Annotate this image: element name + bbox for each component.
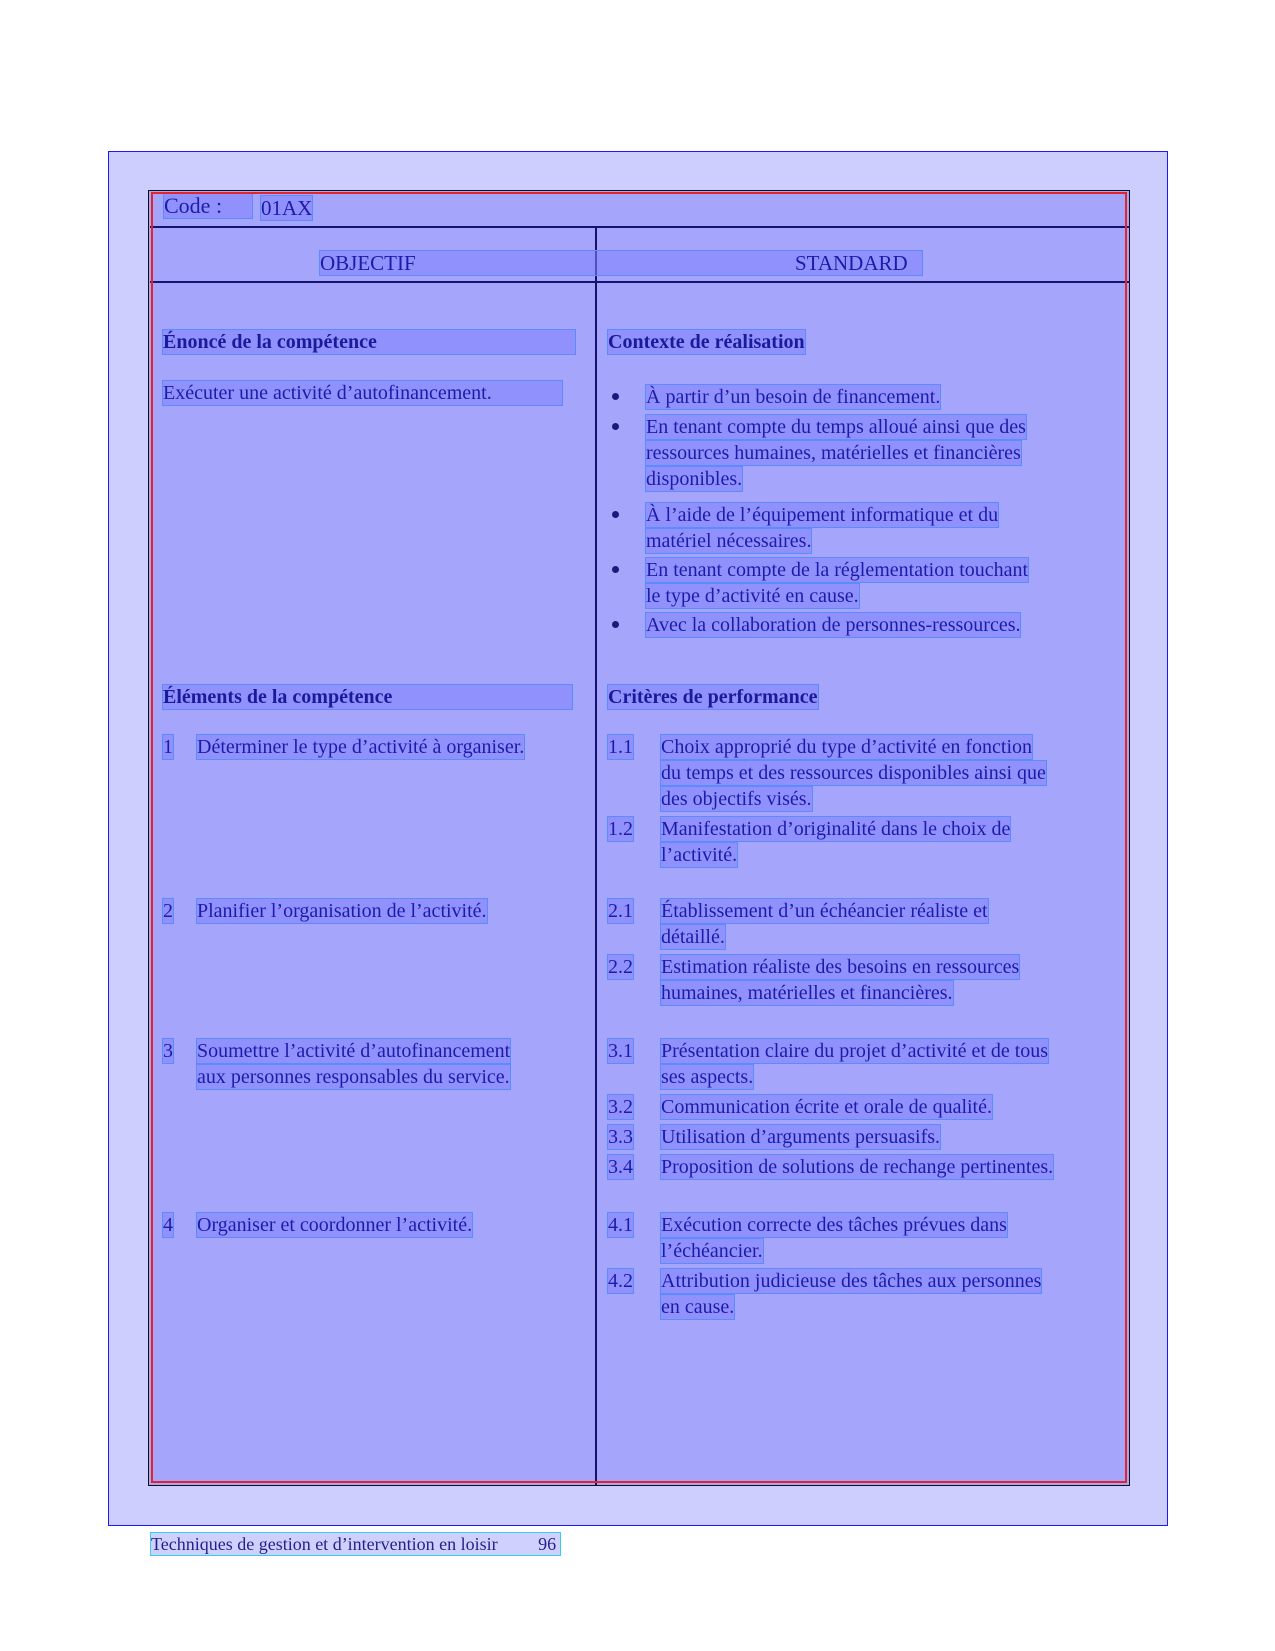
column-header-objectif-label: OBJECTIF (320, 251, 416, 275)
element-text-line: Déterminer le type d’activité à organiser. (197, 736, 525, 758)
criterion-number: 2.1 (608, 900, 633, 922)
footer-title: Techniques de gestion et d’intervention en loisir (151, 1534, 498, 1554)
criterion-text-line: l’échéancier. (661, 1240, 763, 1262)
criterion-text-line: des objectifs visés. (661, 788, 812, 810)
criterion-number: 3.4 (608, 1156, 633, 1178)
criterion-text-line: détaillé. (661, 926, 725, 948)
criterion-number: 4.2 (608, 1270, 633, 1292)
criterion-number: 2.2 (608, 956, 633, 978)
criterion-text-line: Choix approprié du type d’activité en fonction (661, 736, 1033, 758)
criterion-text-line: Présentation claire du projet d’activité et de tous (661, 1040, 1049, 1062)
context-item-line: disponibles. (646, 468, 743, 490)
context-item-line: ressources humaines, matérielles et financières (646, 442, 1021, 464)
criterion-number: 1.1 (608, 736, 633, 758)
criterion-text-line: ses aspects. (661, 1066, 754, 1088)
criterion-text-line: l’activité. (661, 844, 738, 866)
column-divider (595, 227, 597, 1485)
element-number: 3 (163, 1040, 173, 1062)
element-number: 4 (163, 1214, 173, 1236)
context-item-line: matériel nécessaires. (646, 530, 812, 552)
bullet-icon (612, 566, 619, 573)
criterion-text-line: humaines, matérielles et financières. (661, 982, 953, 1004)
element-text-line: Organiser et coordonner l’activité. (197, 1214, 473, 1236)
criterion-text-line: Exécution correcte des tâches prévues dans (661, 1214, 1007, 1236)
criterion-text-line: Estimation réaliste des besoins en ressources (661, 956, 1020, 978)
header-divider (150, 226, 1130, 228)
element-number: 1 (163, 736, 173, 758)
criterion-number: 1.2 (608, 818, 633, 840)
criterion-number: 3.2 (608, 1096, 633, 1118)
criterion-text-line: Manifestation d’originalité dans le choix de (661, 818, 1011, 840)
bullet-icon (612, 393, 619, 400)
objective-heading: Énoncé de la compétence (163, 330, 575, 354)
criterion-number: 3.1 (608, 1040, 633, 1062)
elements-heading: Éléments de la compétence (163, 685, 572, 709)
context-item-line: le type d’activité en cause. (646, 585, 859, 607)
criterion-text-line: en cause. (661, 1296, 735, 1318)
criterion-number: 4.1 (608, 1214, 633, 1236)
criterion-text-line: Proposition de solutions de rechange pertinentes. (661, 1156, 1054, 1178)
element-text-line: aux personnes responsables du service. (197, 1066, 510, 1088)
column-header-standard: STANDARD (795, 251, 908, 275)
bullet-icon (612, 511, 619, 518)
criterion-number: 3.3 (608, 1126, 633, 1148)
criterion-text-line: Attribution judicieuse des tâches aux personnes (661, 1270, 1042, 1292)
element-text-line: Planifier l’organisation de l’activité. (197, 900, 487, 922)
context-heading: Contexte de réalisation (608, 331, 805, 353)
context-item-line: À partir d’un besoin de financement. (646, 386, 941, 408)
criteria-heading: Critères de performance (608, 686, 818, 708)
bullet-icon (612, 621, 619, 628)
context-item-line: En tenant compte du temps alloué ainsi que des (646, 416, 1026, 438)
page-number: 96 (538, 1534, 557, 1554)
bullet-icon (612, 423, 619, 430)
page-footer (151, 1533, 560, 1555)
context-item-line: À l’aide de l’équipement informatique et du (646, 504, 999, 526)
context-item-line: Avec la collaboration de personnes-ressources. (646, 614, 1021, 636)
element-number: 2 (163, 900, 173, 922)
criterion-text-line: Établissement d’un échéancier réaliste et (661, 900, 988, 922)
criterion-text-line: Utilisation d’arguments persuasifs. (661, 1126, 941, 1148)
objective-text: Exécuter une activité d’autofinancement. (163, 381, 562, 405)
code-value: 01AX (261, 196, 313, 220)
context-item-line: En tenant compte de la réglementation touchant (646, 559, 1029, 581)
element-text-line: Soumettre l’activité d’autofinancement (197, 1040, 511, 1062)
column-header-divider (150, 281, 1130, 283)
criterion-text-line: Communication écrite et orale de qualité. (661, 1096, 992, 1118)
code-label: Code : (164, 194, 252, 218)
criterion-text-line: du temps et des ressources disponibles ainsi que (661, 762, 1046, 784)
